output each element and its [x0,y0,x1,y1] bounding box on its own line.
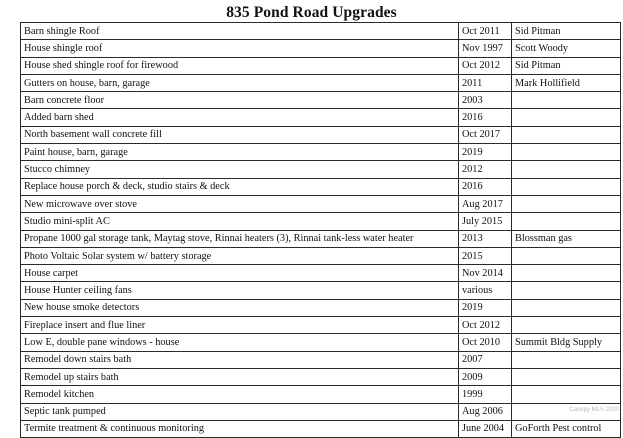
table-row [21,92,621,109]
table-row [21,265,621,282]
table-row [21,247,621,264]
upgrade-description: Fireplace insert and flue liner [21,317,459,334]
upgrade-description: Low E, double pane windows - house [21,334,459,351]
table-row [21,178,621,195]
upgrade-date: 2009 [459,368,512,385]
table-row [21,317,621,334]
upgrade-description: Termite treatment & continuous monitoring [21,420,459,437]
table-row [21,74,621,91]
upgrade-description: Propane 1000 gal storage tank, Maytag stove, Rinnai heaters (3), Rinnai tank-less water heater [21,230,459,247]
upgrade-description: House shingle roof [21,40,459,57]
upgrade-date: 1999 [459,386,512,403]
upgrade-contractor [512,386,621,403]
table-row [21,230,621,247]
upgrade-date: Aug 2017 [459,195,512,212]
upgrade-contractor [512,109,621,126]
upgrade-date: 2012 [459,161,512,178]
upgrade-contractor [512,247,621,264]
upgrade-description: House carpet [21,265,459,282]
upgrade-contractor: Sid Pitman [512,57,621,74]
upgrade-date: Oct 2011 [459,23,512,40]
upgrade-description: New microwave over stove [21,195,459,212]
upgrade-date: 2016 [459,109,512,126]
upgrade-contractor [512,282,621,299]
table-row [21,23,621,40]
upgrade-contractor [512,195,621,212]
upgrade-contractor [512,144,621,161]
upgrades-table [20,22,621,438]
upgrade-date: Oct 2012 [459,317,512,334]
upgrade-date: Aug 2006 [459,403,512,420]
upgrade-date: Nov 2014 [459,265,512,282]
upgrade-contractor: Sid Pitman [512,23,621,40]
upgrade-description: Remodel up stairs bath [21,368,459,385]
table-row [21,40,621,57]
table-row [21,109,621,126]
upgrade-date: Oct 2010 [459,334,512,351]
upgrade-contractor [512,161,621,178]
upgrade-description: Paint house, barn, garage [21,144,459,161]
upgrade-description: House Hunter ceiling fans [21,282,459,299]
upgrade-contractor [512,368,621,385]
table-row [21,386,621,403]
upgrade-contractor: Summit Bldg Supply [512,334,621,351]
upgrade-description: Gutters on house, barn, garage [21,74,459,91]
table-row [21,161,621,178]
table-row [21,368,621,385]
table-row [21,351,621,368]
upgrade-description: House shed shingle roof for firewood [21,57,459,74]
upgrade-description: New house smoke detectors [21,299,459,316]
table-row [21,57,621,74]
mls-watermark: Canopy MLS 2020 [569,407,619,413]
upgrade-contractor: Scott Woody [512,40,621,57]
upgrade-contractor [512,351,621,368]
upgrade-contractor [512,178,621,195]
page-title: 835 Pond Road Upgrades [226,4,397,21]
upgrade-description: Added barn shed [21,109,459,126]
upgrade-date: June 2004 [459,420,512,437]
upgrade-date: Oct 2017 [459,126,512,143]
table-row [21,403,621,420]
upgrade-description: Stucco chimney [21,161,459,178]
upgrade-contractor [512,265,621,282]
upgrade-contractor [512,126,621,143]
upgrade-description: Remodel down stairs bath [21,351,459,368]
upgrade-date: 2013 [459,230,512,247]
upgrade-description: Barn concrete floor [21,92,459,109]
upgrade-description: North basement wall concrete fill [21,126,459,143]
table-row [21,420,621,437]
upgrade-description: Photo Voltaic Solar system w/ battery storage [21,247,459,264]
table-row [21,282,621,299]
upgrade-date: 2019 [459,144,512,161]
upgrade-date: 2015 [459,247,512,264]
upgrade-description: Septic tank pumped [21,403,459,420]
upgrade-date: July 2015 [459,213,512,230]
upgrade-date: Oct 2012 [459,57,512,74]
upgrade-date: 2007 [459,351,512,368]
upgrade-description: Remodel kitchen [21,386,459,403]
upgrade-contractor [512,92,621,109]
upgrade-contractor: GoForth Pest control [512,420,621,437]
upgrade-description: Studio mini-split AC [21,213,459,230]
table-row [21,299,621,316]
upgrade-contractor: Blossman gas [512,230,621,247]
upgrade-description: Barn shingle Roof [21,23,459,40]
upgrade-date: Nov 1997 [459,40,512,57]
table-row [21,144,621,161]
upgrade-date: 2011 [459,74,512,91]
upgrade-description: Replace house porch & deck, studio stairs & deck [21,178,459,195]
upgrades-table-body [21,23,621,438]
upgrade-contractor [512,299,621,316]
upgrade-date: 2003 [459,92,512,109]
upgrade-contractor [512,317,621,334]
table-row [21,334,621,351]
upgrade-date: 2016 [459,178,512,195]
table-row [21,195,621,212]
upgrade-date: various [459,282,512,299]
upgrade-contractor [512,213,621,230]
upgrade-date: 2019 [459,299,512,316]
upgrade-contractor: Mark Hollifield [512,74,621,91]
table-row [21,126,621,143]
table-row [21,213,621,230]
